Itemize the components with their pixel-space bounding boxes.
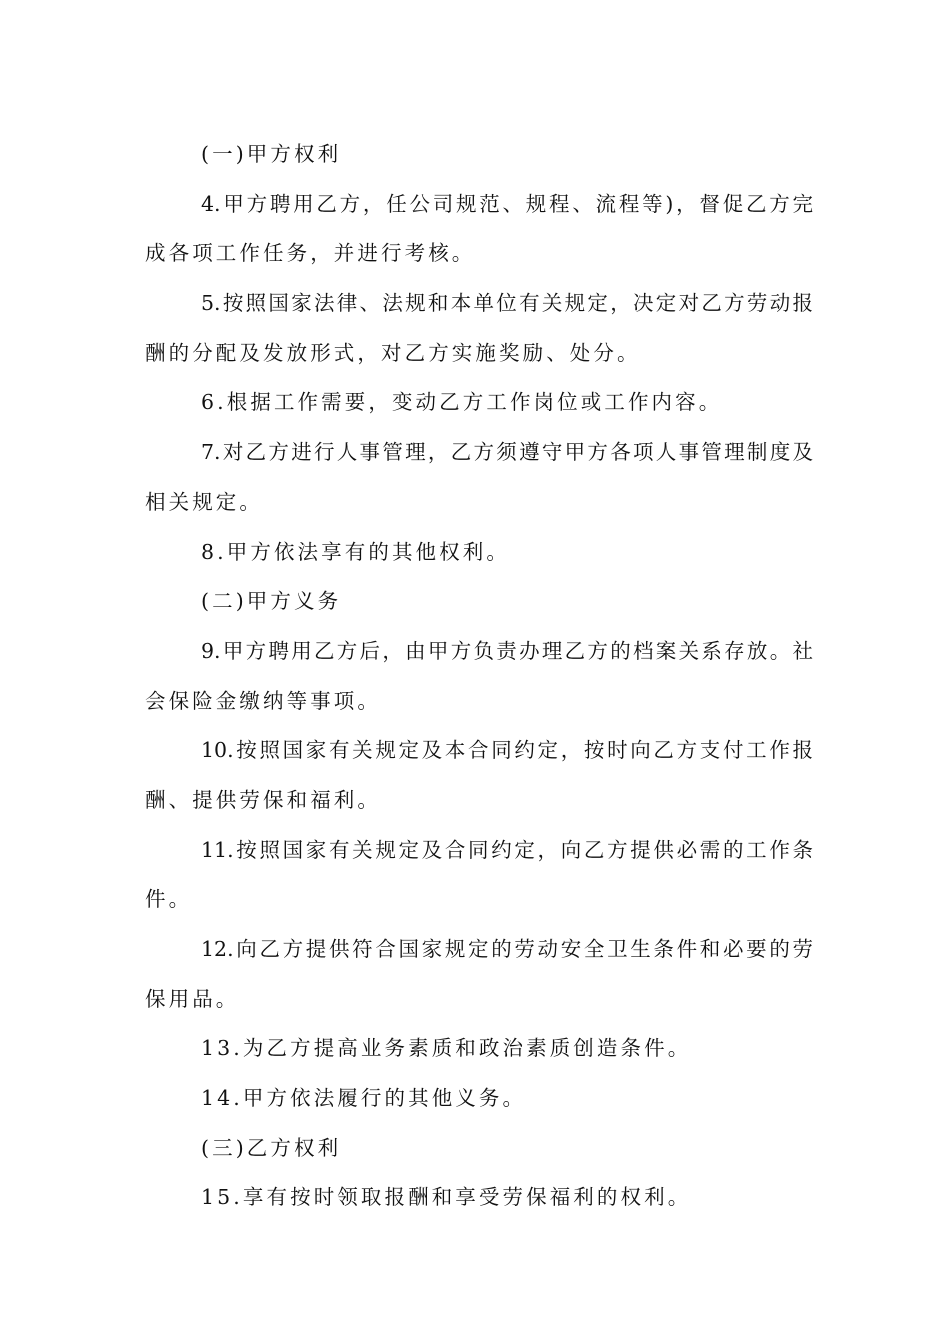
document-body: [145, 130, 813, 1223]
paragraph-line: 9.甲方聘用乙方后，由甲方负责办理乙方的档案关系存放。社: [201, 638, 813, 663]
paragraph-line: 酬、提供劳保和福利。: [145, 787, 381, 812]
paragraph-line: 8.甲方依法享有的其他权利。: [201, 539, 510, 564]
paragraph-line: 保用品。: [145, 986, 240, 1011]
paragraph-line: 相关规定。: [145, 489, 263, 514]
paragraph-line: 10.按照国家有关规定及本合同约定，按时向乙方支付工作报: [201, 738, 813, 763]
paragraph-line: 酬的分配及发放形式，对乙方实施奖励、处分。: [145, 340, 641, 365]
paragraph-line: 12.向乙方提供符合国家规定的劳动安全卫生条件和必要的劳: [201, 937, 813, 961]
paragraph-line: 6.根据工作需要，变动乙方工作岗位或工作内容。: [201, 390, 723, 415]
paragraph-line: 成各项工作任务，并进行考核。: [145, 241, 476, 266]
paragraph-line: 7.对乙方进行人事管理，乙方须遵守甲方各项人事管理制度及: [201, 440, 813, 465]
paragraph-line: 件。: [145, 887, 193, 912]
section-heading-party-b-rights: (三)乙方权利: [201, 1135, 342, 1160]
paragraph-line: 14.甲方依法履行的其他义务。: [201, 1086, 527, 1111]
section-heading-party-a-rights: (一)甲方权利: [201, 142, 342, 166]
paragraph-line: 15.享有按时领取报酬和享受劳保福利的权利。: [201, 1185, 692, 1210]
paragraph-line: 4.甲方聘用乙方，任公司规范、规程、流程等)，督促乙方完: [201, 191, 813, 216]
paragraph-line: 13.为乙方提高业务素质和政治素质创造条件。: [201, 1036, 692, 1061]
paragraph-line: 11.按照国家有关规定及合同约定，向乙方提供必需的工作条: [201, 837, 813, 862]
paragraph-line: 会保险金缴纳等事项。: [145, 688, 381, 713]
paragraph-line: 5.按照国家法律、法规和本单位有关规定，决定对乙方劳动报: [201, 291, 813, 316]
section-heading-party-a-obligations: (二)甲方义务: [201, 589, 342, 614]
